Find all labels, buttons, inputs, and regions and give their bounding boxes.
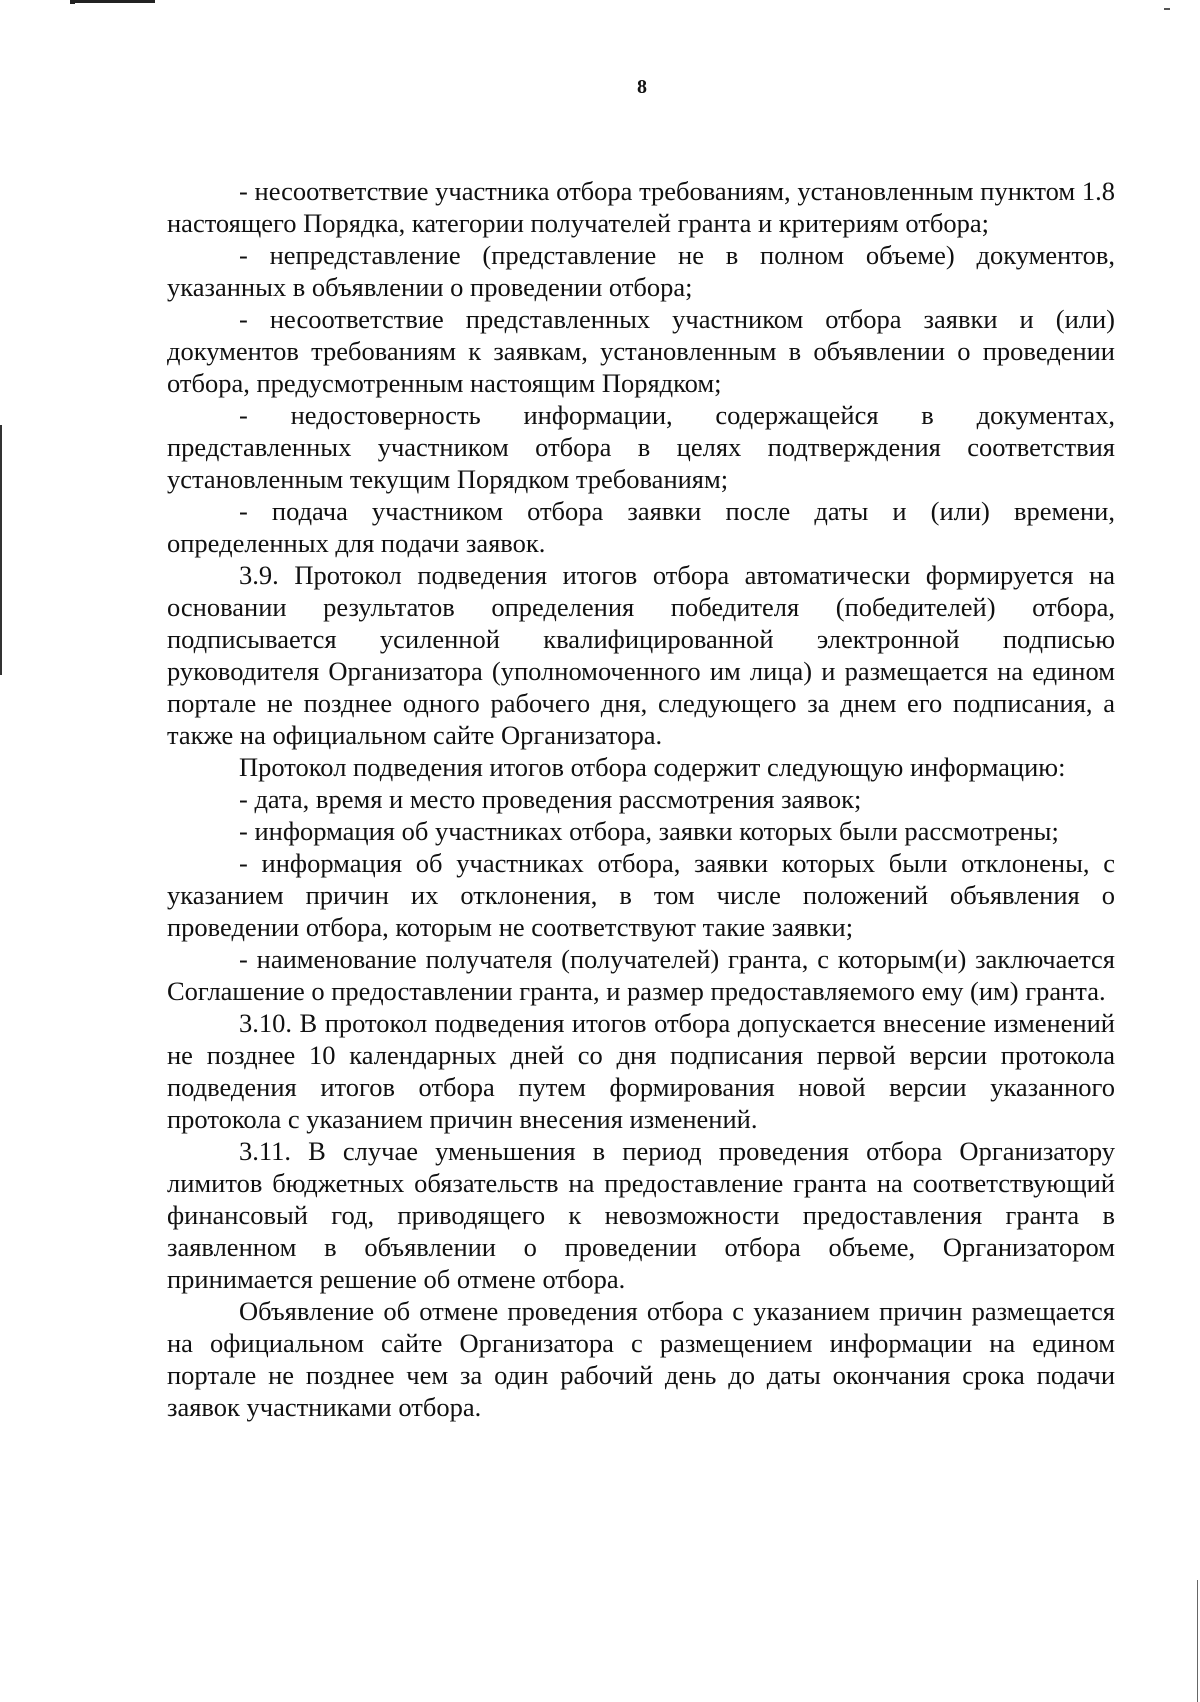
page-number: 8 [637,76,647,98]
paragraph-application-mismatch: - несоответствие представленных участником отбора заявки и (или) документов требованиям к заявкам, установленным в объявлении о проведении отбора, предусмотренным настоящим Порядком; [167,304,1115,398]
scan-artifact-top-tick [70,0,75,4]
paragraph-section-3-9: 3.9. Протокол подведения итогов отбора автоматически формируется на основании результатов определения победителя (победителей) отбора, подписывается усиленной квалифицированной электронной подписью руководителя Организатора (уполномоченного им лица) и размещается на едином портале не позднее одного рабочего дня, следующего за днем его подписания, а также на официальном сайте Организатора. [167,560,1115,750]
paragraph-protocol-date: - дата, время и место проведения рассмотрения заявок; [239,784,862,814]
paragraph-documents-missing: - непредставление (представление не в полном объеме) документов, указанных в объявлении о проведении отбора; [167,240,1115,302]
paragraph-protocol-recipient: - наименование получателя (получателей) гранта, с которым(и) заключается Соглашение о предоставлении гранта, и размер предоставляемого ему (им) гранта. [167,944,1115,1006]
paragraph-late-submission: - подача участником отбора заявки после даты и (или) времени, определенных для подачи заявок. [167,496,1115,558]
scan-artifact-top-line [70,0,155,3]
paragraph-unreliable-info: - недостоверность информации, содержащейся в документах, представленных участником отбора в целях подтверждения соответствия установленным текущим Порядком требованиям; [167,400,1115,494]
paragraph-section-3-10: 3.10. В протокол подведения итогов отбора допускается внесение изменений не позднее 10 календарных дней со дня подписания первой версии протокола подведения итогов отбора путем формирования новой версии указанного протокола с указанием причин внесения изменений. [167,1008,1115,1134]
scan-artifact-top-right-dot [1164,8,1170,10]
scan-artifact-right-edge [1197,1580,1198,1702]
paragraph-protocol-reviewed: - информация об участниках отбора, заявки которых были рассмотрены; [239,816,1059,846]
paragraph-criteria-mismatch: - несоответствие участника отбора требованиям, установленным пунктом 1.8 настоящего Порядка, категории получателей гранта и критериям отбора; [167,176,1115,238]
paragraph-protocol-rejected: - информация об участниках отбора, заявки которых были отклонены, с указанием причин их отклонения, в том числе положений объявления о проведении отбора, которым не соответствуют такие заявки; [167,848,1115,942]
paragraph-cancellation-notice: Объявление об отмене проведения отбора с указанием причин размещается на официальном сайте Организатора с размещением информации на едином портале не позднее чем за один рабочий день до даты окончания срока подачи заявок участниками отбора. [167,1296,1115,1422]
document-body [167,175,1115,1423]
paragraph-section-3-11: 3.11. В случае уменьшения в период проведения отбора Организатору лимитов бюджетных обязательств на предоставление гранта на соответствующий финансовый год, приводящего к невозможности предоставления гранта в заявленном в объявлении о проведении отбора объеме, Организатором принимается решение об отмене отбора. [167,1136,1115,1294]
scan-artifact-left-edge [0,425,2,675]
paragraph-protocol-contents: Протокол подведения итогов отбора содержит следующую информацию: [239,752,1066,782]
